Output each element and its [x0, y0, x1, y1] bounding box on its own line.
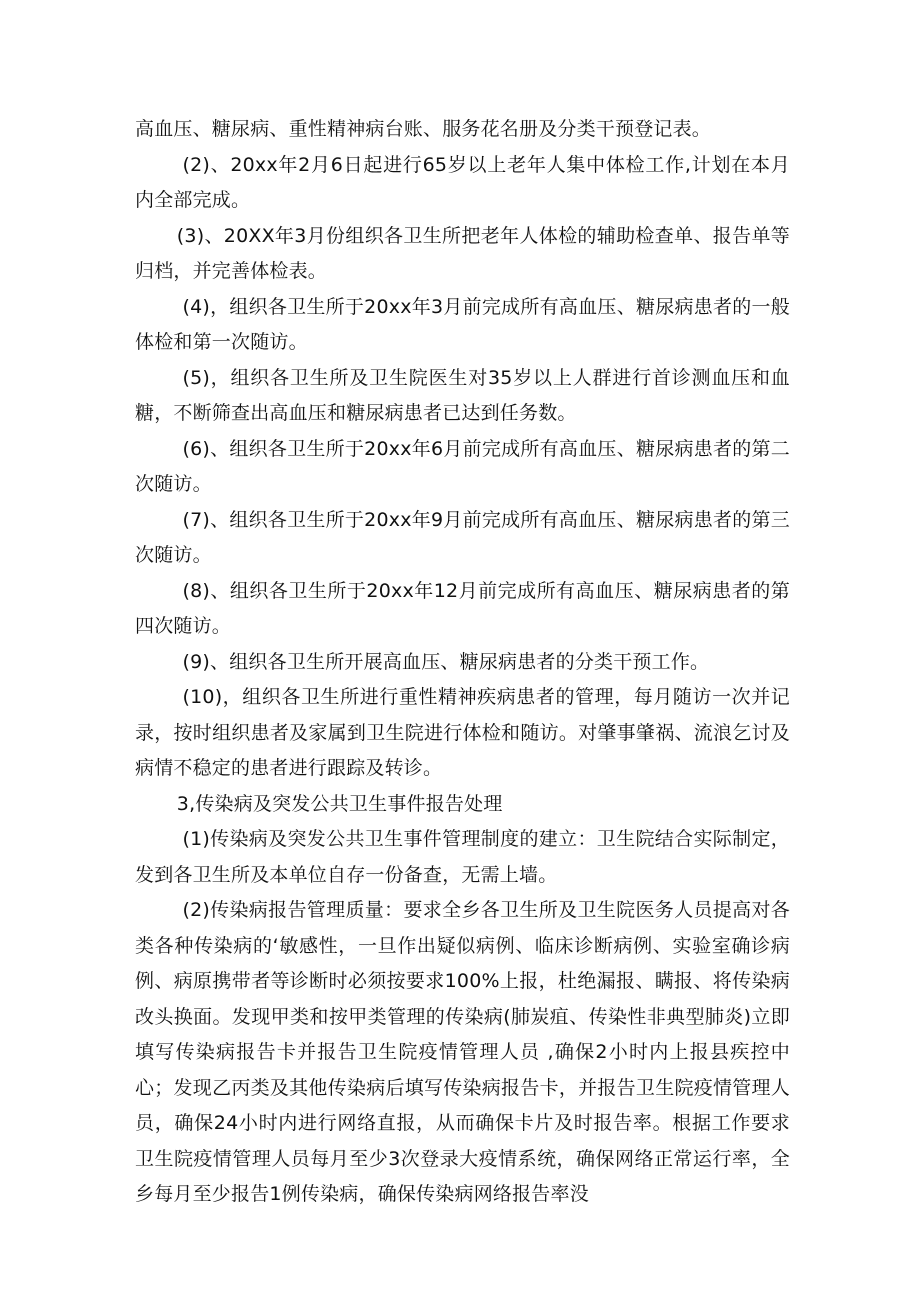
paragraph-item-3: (3)、20XX年3月份组织各卫生所把老年人体检的辅助检查单、报告单等归档，并完善体检表。 [135, 224, 790, 282]
paragraph-item-9: (9)、组织各卫生所开展高血压、糖尿病患者的分类干预工作。 [182, 650, 710, 673]
paragraph-item-4: (4)，组织各卫生所于20xx年3月前完成所有高血压、糖尿病患者的一般体检和第一次随访。 [135, 295, 790, 353]
document-body [135, 112, 790, 1213]
paragraph-section3-item-1: (1)传染病及突发公共卫生事件管理制度的建立：卫生院结合实际制定，发到各卫生所及本单位自存一份备查，无需上墙。 [135, 828, 790, 886]
paragraph-section3-item-2: (2)传染病报告管理质量：要求全乡各卫生所及卫生院医务人员提高对各类各种传染病的‘敏感性，一旦作出疑似病例、临床诊断病例、实验室确诊病例、病原携带者等诊断时必须按要求100%上报，杜绝漏报、瞒报、将传染病改头换面。发现甲类和按甲类管理的传染病(肺炭疽、传染性非典型肺炎)立即填写传染病报告卡并报告卫生院疫情管理人员 ,确保2小时内上报县疾控中心；发现乙丙类及其他传染病后填写传染病报告卡，并报告卫生院疫情管理人员，确保24小时内进行网络直报，从而确保卡片及时报告率。根据工作要求卫生院疫情管理人员每月至少3次登录大疫情系统，确保网络正常运行率，全乡每月至少报告1例传染病，确保传染病网络报告率没 [135, 899, 790, 1205]
paragraph-item-7: (7)、组织各卫生所于20xx年9月前完成所有高血压、糖尿病患者的第三次随访。 [135, 508, 790, 566]
paragraph-continuation: 高血压、糖尿病、重性精神病台账、服务花名册及分类干预登记表。 [135, 118, 712, 140]
paragraph-item-5: (5)，组织各卫生所及卫生院医生对35岁以上人群进行首诊测血压和血糖，不断筛查出高血压和糖尿病患者已达到任务数。 [135, 366, 790, 424]
paragraph-item-2: (2)、20xx年2月6日起进行65岁以上老年人集中体检工作,计划在本月内全部完成。 [135, 153, 790, 211]
paragraph-item-6: (6)、组织各卫生所于20xx年6月前完成所有高血压、糖尿病患者的第二次随访。 [135, 437, 790, 495]
paragraph-item-8: (8)、组织各卫生所于20xx年12月前完成所有高血压、糖尿病患者的第四次随访。 [135, 579, 790, 637]
paragraph-item-10: (10)，组织各卫生所进行重性精神疾病患者的管理，每月随访一次并记录，按时组织患者及家属到卫生院进行体检和随访。对肇事肇祸、流浪乞讨及病情不稳定的患者进行跟踪及转诊。 [135, 686, 790, 779]
section-heading-3: 3,传染病及突发公共卫生事件报告处理 [176, 792, 503, 815]
